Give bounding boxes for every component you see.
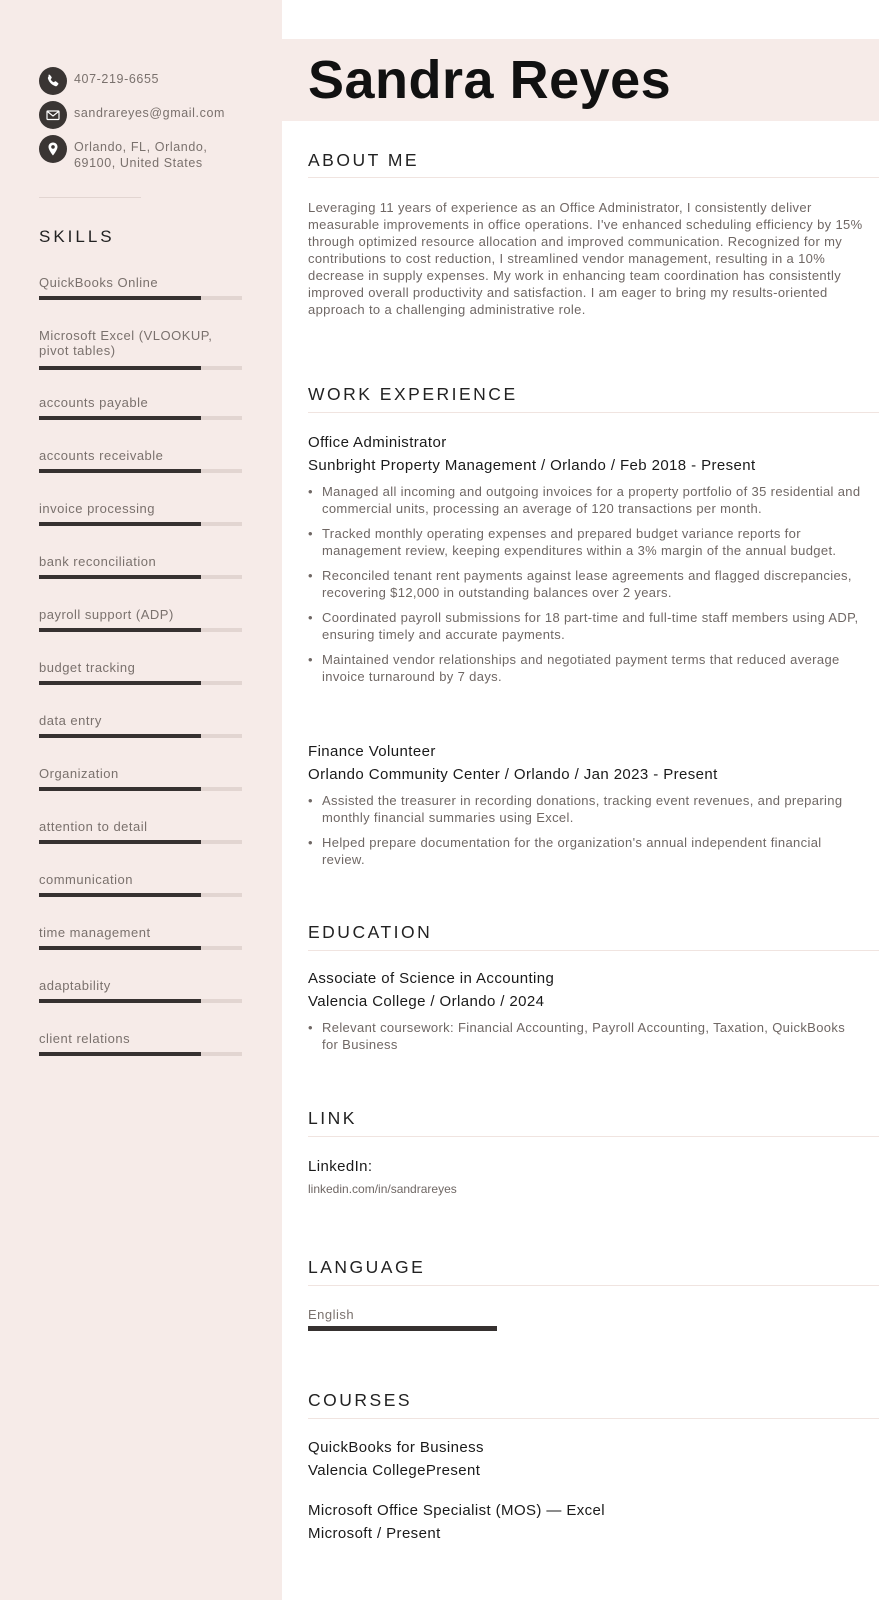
language-heading: LANGUAGE xyxy=(308,1257,426,1277)
name-banner xyxy=(282,39,879,121)
skill-name: time management xyxy=(39,925,151,940)
list-item: • Relevant coursework: Financial Accounting, Payroll Accounting, Taxation, QuickBooks for Business xyxy=(308,1019,863,1053)
skill-level-bar xyxy=(39,840,242,844)
skill-name: data entry xyxy=(39,713,102,728)
skill-name: client relations xyxy=(39,1031,131,1046)
sidebar-divider xyxy=(39,197,141,198)
job-company: Sunbright Property Management / Orlando / Feb 2018 - Present xyxy=(308,457,756,474)
skill-item xyxy=(39,925,243,978)
course-name: Microsoft Office Specialist (MOS) — Excel xyxy=(308,1502,606,1519)
skill-level-bar xyxy=(39,734,242,738)
job-bullets xyxy=(308,792,863,868)
job-bullets xyxy=(308,483,863,685)
skill-name: communication xyxy=(39,872,133,887)
contact-block xyxy=(39,67,269,177)
education-rule xyxy=(308,950,879,951)
sidebar xyxy=(0,0,282,1600)
skill-level-fill xyxy=(39,999,201,1003)
skill-name: QuickBooks Online xyxy=(39,275,159,290)
contact-email-row xyxy=(39,101,269,129)
skill-item xyxy=(39,978,243,1031)
about-text: Leveraging 11 years of experience as an Office Administrator, I consistently deliver measurable improvements in office operations. I've enhanced scheduling efficiency by 15% through optimized resource allocation and improved communication. Recognized for my contributions to cost reduction, I streamlined vendor management, resulting in a 10% decrease in supply expenses. My work in enhancing team coordination has consistently improved overall productivity and satisfaction. I am eager to bring my results-oriented approach to a challenging administrative role. xyxy=(308,200,863,317)
degree-title: Associate of Science in Accounting xyxy=(308,970,555,987)
skills-list xyxy=(39,275,243,1084)
language-rule xyxy=(308,1285,879,1286)
education-entry xyxy=(308,967,863,1061)
list-item: • Tracked monthly operating expenses and prepared budget variance reports for management review, keeping expenditures within a 3% margin of the annual budget. xyxy=(308,525,863,559)
candidate-name: Sandra Reyes xyxy=(308,50,672,110)
skill-level-fill xyxy=(39,681,201,685)
contact-phone-row xyxy=(39,67,269,95)
skill-level-bar xyxy=(39,681,242,685)
skill-item xyxy=(39,766,243,819)
language-level-bar xyxy=(308,1326,497,1331)
skill-level-fill xyxy=(39,893,201,897)
skill-item xyxy=(39,448,243,501)
skill-level-fill xyxy=(39,469,201,473)
skill-name: accounts payable xyxy=(39,395,149,410)
skill-level-bar xyxy=(39,469,242,473)
skill-level-bar xyxy=(39,628,242,632)
skill-item xyxy=(39,872,243,925)
courses-rule xyxy=(308,1418,879,1419)
skill-item xyxy=(39,660,243,713)
list-item: • Helped prepare documentation for the organization's annual independent financial review. xyxy=(308,834,863,868)
skill-name: Microsoft Excel (VLOOKUP, pivot tables) xyxy=(39,328,213,358)
job-entry-1 xyxy=(308,431,863,693)
list-item: • Managed all incoming and outgoing invoices for a property portfolio of 35 residential and commercial units, processing an average of 120 transactions per month. xyxy=(308,483,863,517)
skill-level-bar xyxy=(39,366,242,370)
linkedin-link[interactable]: linkedin.com/in/sandrareyes xyxy=(308,1182,457,1196)
skill-level-bar xyxy=(39,416,242,420)
skill-level-bar xyxy=(39,893,242,897)
skill-level-fill xyxy=(39,628,201,632)
job-title: Finance Volunteer xyxy=(308,743,436,760)
skill-item xyxy=(39,1031,243,1084)
skill-level-fill xyxy=(39,787,201,791)
skill-item xyxy=(39,501,243,554)
skill-name: accounts receivable xyxy=(39,448,164,463)
skill-level-bar xyxy=(39,522,242,526)
skill-level-bar xyxy=(39,787,242,791)
skill-level-fill xyxy=(39,575,201,579)
skill-name: invoice processing xyxy=(39,501,155,516)
list-item: • Maintained vendor relationships and negotiated payment terms that reduced average invoice turnaround by 7 days. xyxy=(308,651,863,685)
skill-level-fill xyxy=(39,522,201,526)
skills-heading: SKILLS xyxy=(39,227,115,246)
location-pin-icon xyxy=(39,135,67,163)
address-line-1: Orlando, FL, Orlando, xyxy=(74,140,208,154)
list-item: • Reconciled tenant rent payments against lease agreements and flagged discrepancies, recovering $12,000 in outstanding balances over 2 years. xyxy=(308,567,863,601)
skill-level-fill xyxy=(39,366,201,370)
skill-name: payroll support (ADP) xyxy=(39,607,174,622)
link-rule xyxy=(308,1136,879,1137)
skill-level-bar xyxy=(39,1052,242,1056)
link-heading: LINK xyxy=(308,1108,357,1128)
skill-name: attention to detail xyxy=(39,819,148,834)
experience-rule xyxy=(308,412,879,413)
experience-heading: WORK EXPERIENCE xyxy=(308,384,518,404)
education-heading: EDUCATION xyxy=(308,922,433,942)
job-title: Office Administrator xyxy=(308,434,447,451)
skill-level-fill xyxy=(39,734,201,738)
skill-name: Organization xyxy=(39,766,119,781)
skill-level-fill xyxy=(39,840,201,844)
course-provider: Valencia CollegePresent xyxy=(308,1462,481,1479)
phone-text[interactable]: 407-219-6655 xyxy=(74,72,160,86)
skill-item xyxy=(39,819,243,872)
skill-level-fill xyxy=(39,1052,201,1056)
main-content xyxy=(282,0,879,1600)
skill-level-bar xyxy=(39,946,242,950)
address-text xyxy=(74,135,208,171)
courses-heading: COURSES xyxy=(308,1390,413,1410)
course-entry-2 xyxy=(308,1499,863,1545)
contact-address-row xyxy=(39,135,269,171)
education-bullets xyxy=(308,1019,863,1053)
language-level-fill xyxy=(308,1326,497,1331)
skill-level-fill xyxy=(39,416,201,420)
skill-item xyxy=(39,275,243,328)
job-entry-2 xyxy=(308,740,863,876)
list-item: • Coordinated payroll submissions for 18 part-time and full-time staff members using ADP, ensuring timely and accurate payments. xyxy=(308,609,863,643)
email-text[interactable]: sandrareyes@gmail.com xyxy=(74,106,226,120)
skill-item xyxy=(39,395,243,448)
skill-name: budget tracking xyxy=(39,660,136,675)
skill-name: adaptability xyxy=(39,978,111,993)
linkedin-label: LinkedIn: xyxy=(308,1158,373,1175)
course-entry-1 xyxy=(308,1436,863,1482)
skill-item xyxy=(39,328,243,395)
skill-level-bar xyxy=(39,999,242,1003)
skill-level-bar xyxy=(39,296,242,300)
address-line-2: 69100, United States xyxy=(74,155,203,170)
email-icon xyxy=(39,101,67,129)
about-rule xyxy=(308,177,879,178)
course-provider: Microsoft / Present xyxy=(308,1525,441,1542)
language-name: English xyxy=(308,1307,355,1322)
about-heading: ABOUT ME xyxy=(308,150,420,170)
skill-item xyxy=(39,607,243,660)
skill-level-fill xyxy=(39,296,201,300)
skill-level-fill xyxy=(39,946,201,950)
school-name: Valencia College / Orlando / 2024 xyxy=(308,993,545,1010)
list-item: • Assisted the treasurer in recording donations, tracking event revenues, and preparing monthly financial summaries using Excel. xyxy=(308,792,863,826)
job-company: Orlando Community Center / Orlando / Jan 2023 - Present xyxy=(308,766,718,783)
course-name: QuickBooks for Business xyxy=(308,1439,484,1456)
skill-level-bar xyxy=(39,575,242,579)
phone-icon xyxy=(39,67,67,95)
skill-item xyxy=(39,713,243,766)
skill-item xyxy=(39,554,243,607)
skill-name: bank reconciliation xyxy=(39,554,157,569)
